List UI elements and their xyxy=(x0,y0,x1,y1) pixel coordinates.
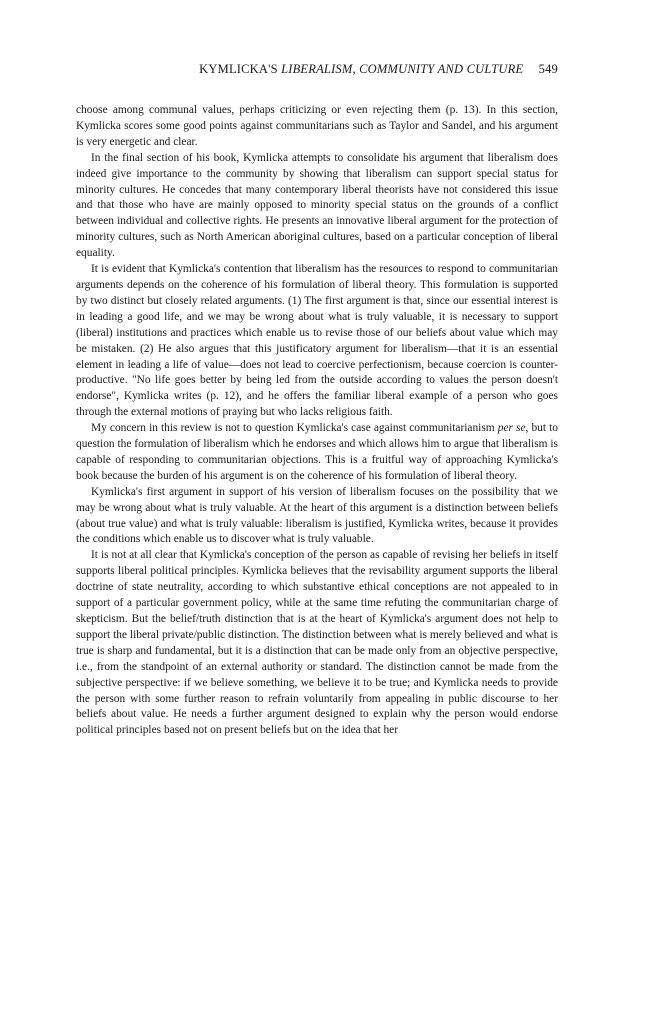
page-number: 549 xyxy=(538,62,558,76)
body-text xyxy=(76,103,558,739)
paragraph-3: It is evident that Kymlicka's contention that liberalism has the resources to respond to communitarian arguments depends on the coherence of his formulation of liberal theory. This formulation is supported by two distinct but closely related arguments. (1) The first argument is that, since our essential interest is in leading a good life, and we may be wrong about what is truly valuable, it is necessary to support (liberal) institutions and practices which enable us to revise those of our beliefs about value which may be mistaken. (2) He also argues that this justificatory argument for liberalism—that it is an essential element in leading a life of value—does not lead to coercive perfectionism, because coercion is counter-productive. "No life goes better by being led from the outside according to values the person doesn't endorse", Kymlicka writes (p. 12), and he offers the familiar liberal example of a person who goes through the external motions of praying but who lacks religious faith. xyxy=(76,263,558,419)
paragraph-2: In the final section of his book, Kymlicka attempts to consolidate his argument that liberalism does indeed give importance to the community by showing that liberalism can support special status for minority cultures. He concedes that many contemporary liberal theorists have not considered this issue and that those who have are mainly opposed to minority special status on the grounds of a conflict between individual and collective rights. He presents an innovative liberal argument for the protection of minority cultures, such as North American aboriginal cultures, based on a particular conception of liberal equality. xyxy=(76,151,558,260)
paragraph-4-italic: per se xyxy=(497,422,526,435)
paragraph-6: It is not at all clear that Kymlicka's conception of the person as capable of revising her beliefs in itself supports liberal political principles. Kymlicka believes that the revisability argument supports the liberal doctrine of state neutrality, according to which substantive ethical conceptions are not appealed to in support of a particular government policy, while at the same time refuting the communitarian charge of skepticism. But the belief/truth distinction that is at the heart of Kymlicka's argument does not help to support the liberal private/public distinction. The distinction between what is merely believed and what is true is sharp and fundamental, but it is a distinction that can be made only from an objective perspective, i.e., from the standpoint of an external authority or standard. The distinction cannot be made from the subjective perspective: if we believe something, we believe it to be true; and Kymlicka needs to provide the person with some further reason to refrain voluntarily from appealing in public discourse to her beliefs about value. He needs a further argument designed to explain why the person would endorse political principles based not on present beliefs but on the idea that her xyxy=(76,549,558,737)
paragraph-4-part-1: My concern in this review is not to question Kymlicka's case against communitarianism xyxy=(91,422,498,435)
paragraph-4-part-2: , but to question the formulation of liberalism which he endorses and which allows him to argue that liberalism is capable of responding to communitarian objections. This is a fruitful way of approaching Kymlicka's book because the burden of his argument is on the coherence of his formulation of liberal theory. xyxy=(76,422,558,482)
running-head-author: KYMLICKA'S xyxy=(199,62,278,76)
paragraph-4 xyxy=(76,421,558,485)
paragraph-1: choose among communal values, perhaps criticizing or even rejecting them (p. 13). In this section, Kymlicka scores some good points against communitarians such as Taylor and Sandel, and his argument is very energetic and clear. xyxy=(76,104,558,148)
paragraph-5: Kymlicka's first argument in support of his version of liberalism focuses on the possibility that we may be wrong about what is truly valuable. At the heart of this argument is a distinction between beliefs (about true value) and what is truly valuable: liberalism is justified, Kymlicka writes, because it provides the conditions which enable us to discover what is truly valuable. xyxy=(76,485,558,546)
running-head-title: LIBERALISM, COMMUNITY AND CULTURE xyxy=(281,62,524,76)
running-head xyxy=(76,62,558,77)
